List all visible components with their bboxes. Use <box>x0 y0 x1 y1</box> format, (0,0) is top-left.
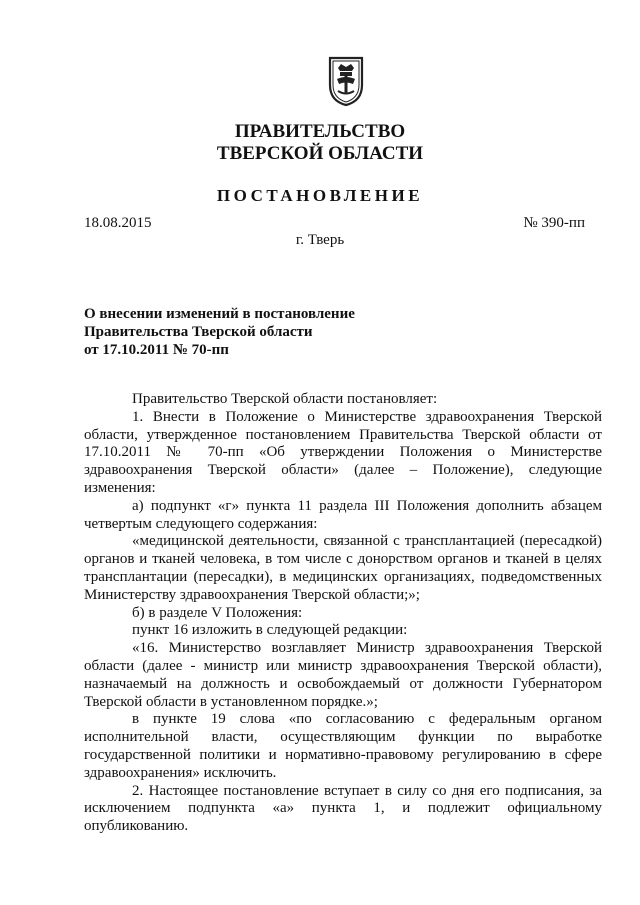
body-paragraph: 2. Настоящее постановление вступает в силу со дня его подписания, за исключением подпункта «а» пункта 1, и подлежит официальному опубликованию. <box>84 782 602 835</box>
subject-line: О внесении изменений в постановление <box>84 306 355 322</box>
document-date: 18.08.2015 <box>84 215 152 231</box>
body-paragraph: б) в разделе V Положения: <box>132 604 303 621</box>
body-paragraph: 1. Внести в Положение о Министерстве здравоохранения Тверской области, утвержденное постановлением Правительства Тверской области от 17.10.2011 № 70-пп «Об утверждении Положения о Министерстве здравоохранения Тверской области» (далее – Положение), следующие изменения: <box>84 408 602 496</box>
body-paragraph: а) подпункт «г» пункта 11 раздела III Положения дополнить абзацем четвертым следующего содержания: <box>84 497 602 532</box>
body-paragraph: Правительство Тверской области постановляет: <box>132 391 438 407</box>
subject-line: от 17.10.2011 № 70-пп <box>84 342 229 358</box>
org-name-line1: ПРАВИТЕЛЬСТВО <box>234 121 406 142</box>
document-subject <box>84 305 355 359</box>
body-paragraph: в пункте 19 слова «по согласованию с федеральным органом исполнительной власти, осуществляющим функции по выработке государственной политики и нормативно-правовому регулированию в сфере здравоохранения» исключить. <box>84 711 602 781</box>
document-city: г. Тверь <box>295 232 345 248</box>
body-paragraph: «16. Министерство возглавляет Министр здравоохранения Тверской области (далее - министр или министр здравоохранения Тверской области), назначаемый на должность и освобождаемый от должности Губернатором Тверской области в установленном порядке.»; <box>84 640 602 710</box>
document-body <box>84 391 602 836</box>
org-name-line2: ТВЕРСКОЙ ОБЛАСТИ <box>216 143 424 164</box>
coat-of-arms-icon <box>327 55 365 107</box>
document-type: ПОСТАНОВЛЕНИЕ <box>216 186 424 205</box>
body-paragraph: пункт 16 изложить в следующей редакции: <box>132 622 408 639</box>
subject-line: Правительства Тверской области <box>84 324 313 340</box>
body-paragraph: «медицинской деятельности, связанной с трансплантацией (пересадкой) органов и тканей человека, в том числе с донорством органов и тканей в целях трансплантации (пересадки), в медицинских организациях, подведомственных Министерству здравоохранения Тверской области;»; <box>84 533 602 603</box>
document-number: № 390-пп <box>523 215 585 231</box>
